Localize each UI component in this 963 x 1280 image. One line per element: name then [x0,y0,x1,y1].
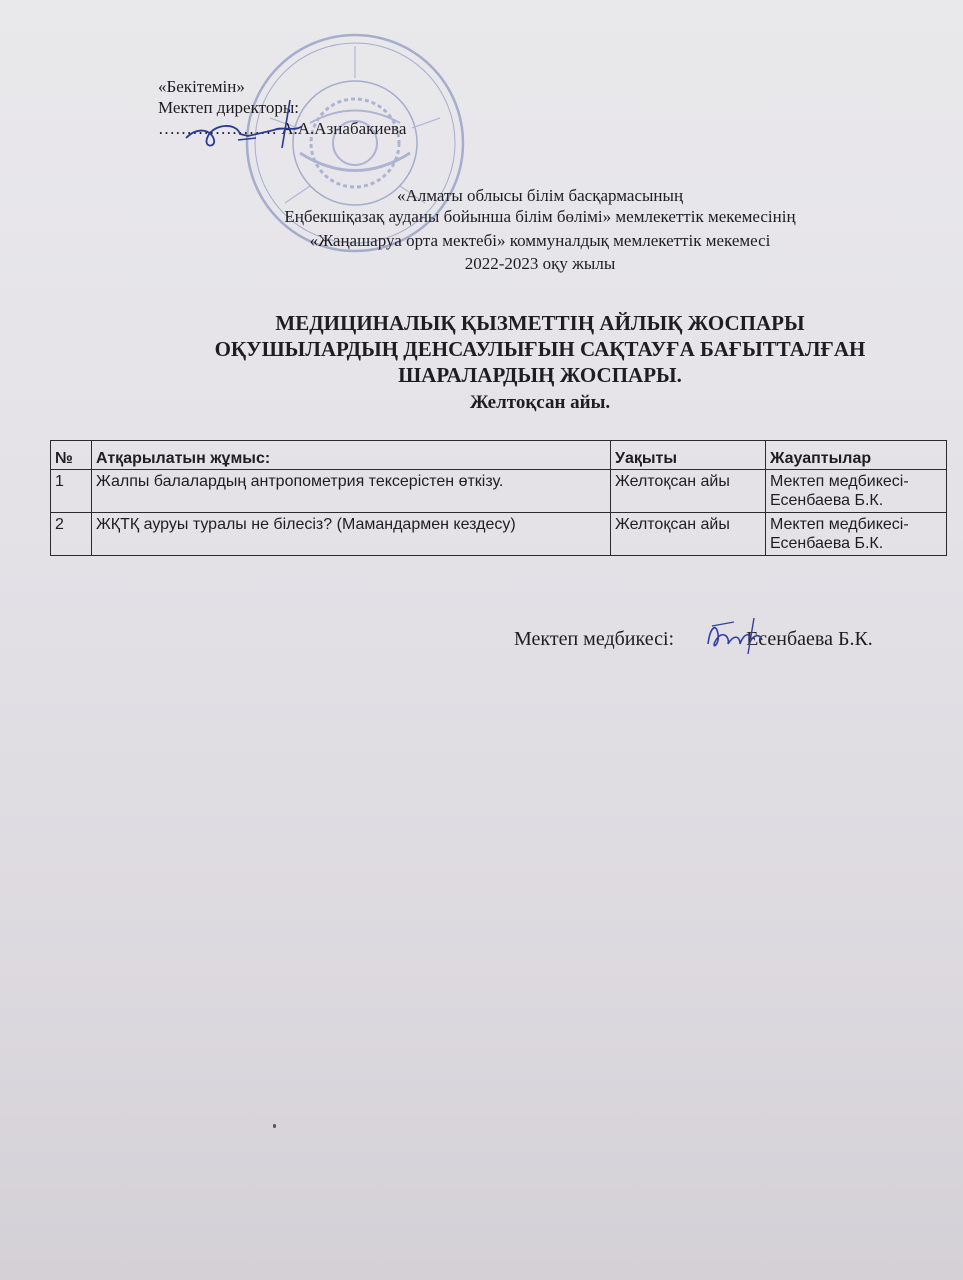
responsible-role: Мектеп медбикесі- [770,516,909,533]
org-line-3: «Жаңашаруа орта мектебі» коммуналдық мемлекеттік мекемесі [309,231,771,250]
director-position: Мектеп директоры: [158,98,299,117]
org-line-1: «Алматы облысы білім басқармасының [396,186,684,205]
nurse-signature-line [514,628,873,651]
nurse-name: Есенбаева Б.К. [746,628,873,650]
approve-label: «Бекітемін» [158,77,245,96]
header-time: Уақыты [611,441,766,470]
header-no: № [51,441,92,470]
plan-table [50,440,947,556]
paper-speck [273,1124,276,1128]
row-responsible [766,513,947,556]
header-responsible: Жауаптылар [766,441,947,470]
nurse-signature-icon [704,614,772,658]
row-work: ЖҚТҚ ауруы туралы не білесіз? (Мамандармен кездесу) [92,513,611,556]
academic-year: 2022-2023 оқу жылы [464,254,616,273]
plan-month: Желтоқсан айы. [469,392,611,413]
row-no: 2 [51,513,92,556]
org-line-2: Еңбекшіқазақ ауданы бойынша білім бөлімі» мемлекеттік мекемесінің [284,207,796,226]
table-row [51,513,947,556]
row-time: Желтоқсан айы [611,470,766,513]
header-work: Атқарылатын жұмыс: [92,441,611,470]
table-row [51,470,947,513]
director-signature-icon [178,96,308,156]
nurse-label: Мектеп медбикесі: [514,628,675,650]
responsible-name: Есенбаева Б.К. [770,535,884,552]
row-responsible [766,470,947,513]
signature-dots: ………………… [158,119,277,138]
plan-title-line-2: ОҚУШЫЛАРДЫҢ ДЕНСАУЛЫҒЫН САҚТАУҒА БАҒЫТТАЛҒАН [214,337,866,361]
row-no: 1 [51,470,92,513]
plan-title-line-3: ШАРАЛАРДЫҢ ЖОСПАРЫ. [398,363,682,387]
plan-title-line-1: МЕДИЦИНАЛЫҚ ҚЫЗМЕТТІҢ АЙЛЫҚ ЖОСПАРЫ [275,311,805,335]
table-header-row [51,441,947,470]
row-work: Жалпы балалардың антропометрия тексерістен өткізу. [92,470,611,513]
row-time: Желтоқсан айы [611,513,766,556]
director-name: А.А.Азнабакиева [281,119,407,138]
responsible-name: Есенбаева Б.К. [770,492,884,509]
responsible-role: Мектеп медбикесі- [770,473,909,490]
